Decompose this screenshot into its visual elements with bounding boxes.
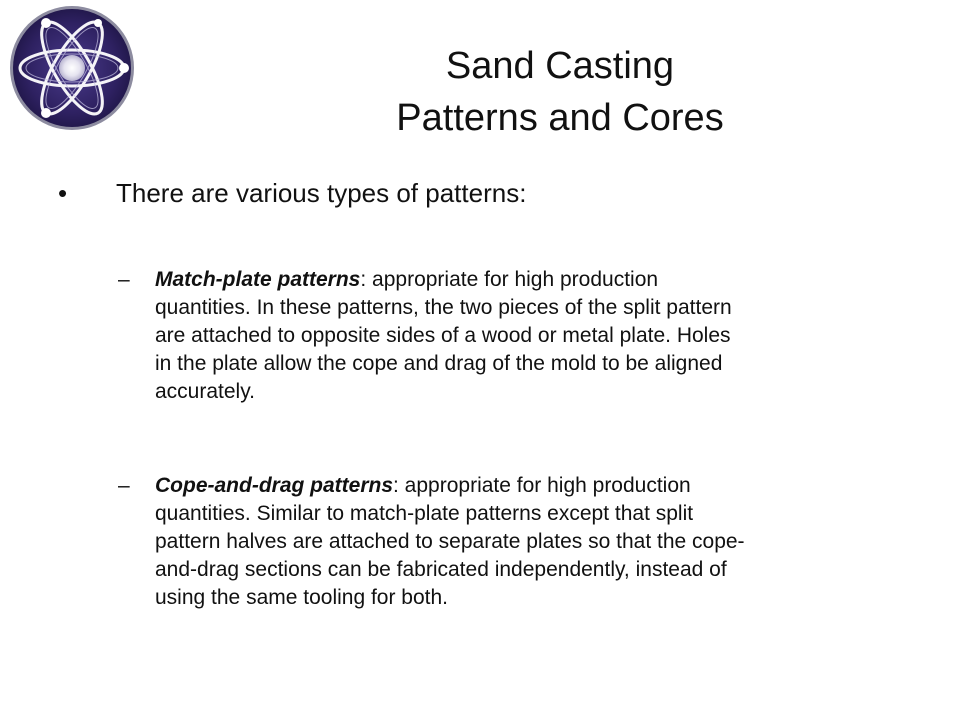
term-description: : appropriate for high production: [393, 474, 691, 497]
text-line: in the plate allow the cope and drag of the mold to be aligned: [155, 352, 723, 375]
text-line: are attached to opposite sides of a wood or metal plate. Holes: [155, 324, 731, 347]
sub-item-first-line: [155, 266, 925, 294]
sub-item-body: [155, 266, 925, 406]
text-line: quantities. In these patterns, the two pieces of the split pattern: [155, 296, 732, 319]
text-line: quantities. Similar to match-plate patterns except that split: [155, 502, 694, 525]
text-line: accurately.: [155, 380, 255, 403]
term-label: Match-plate patterns: [155, 268, 361, 291]
sub-item-first-line: [155, 472, 925, 500]
title-line-1: Sand Casting: [445, 45, 675, 87]
dash-marker: –: [118, 474, 130, 497]
term-description: : appropriate for high production: [360, 268, 659, 291]
slide-title: [180, 40, 940, 144]
term-label: Cope-and-drag patterns: [155, 474, 394, 497]
text-line: and-drag sections can be fabricated independently, instead of: [155, 558, 727, 581]
dash-marker: –: [118, 268, 130, 291]
bullet-marker: •: [58, 178, 68, 208]
text-line: pattern halves are attached to separate plates so that the cope-: [155, 530, 745, 553]
atom-icon: [8, 4, 136, 132]
text-line: using the same tooling for both.: [155, 586, 449, 609]
bullet-text: There are various types of patterns:: [116, 178, 527, 208]
sub-item-body: [155, 472, 925, 612]
title-line-2: Patterns and Cores: [396, 97, 724, 139]
